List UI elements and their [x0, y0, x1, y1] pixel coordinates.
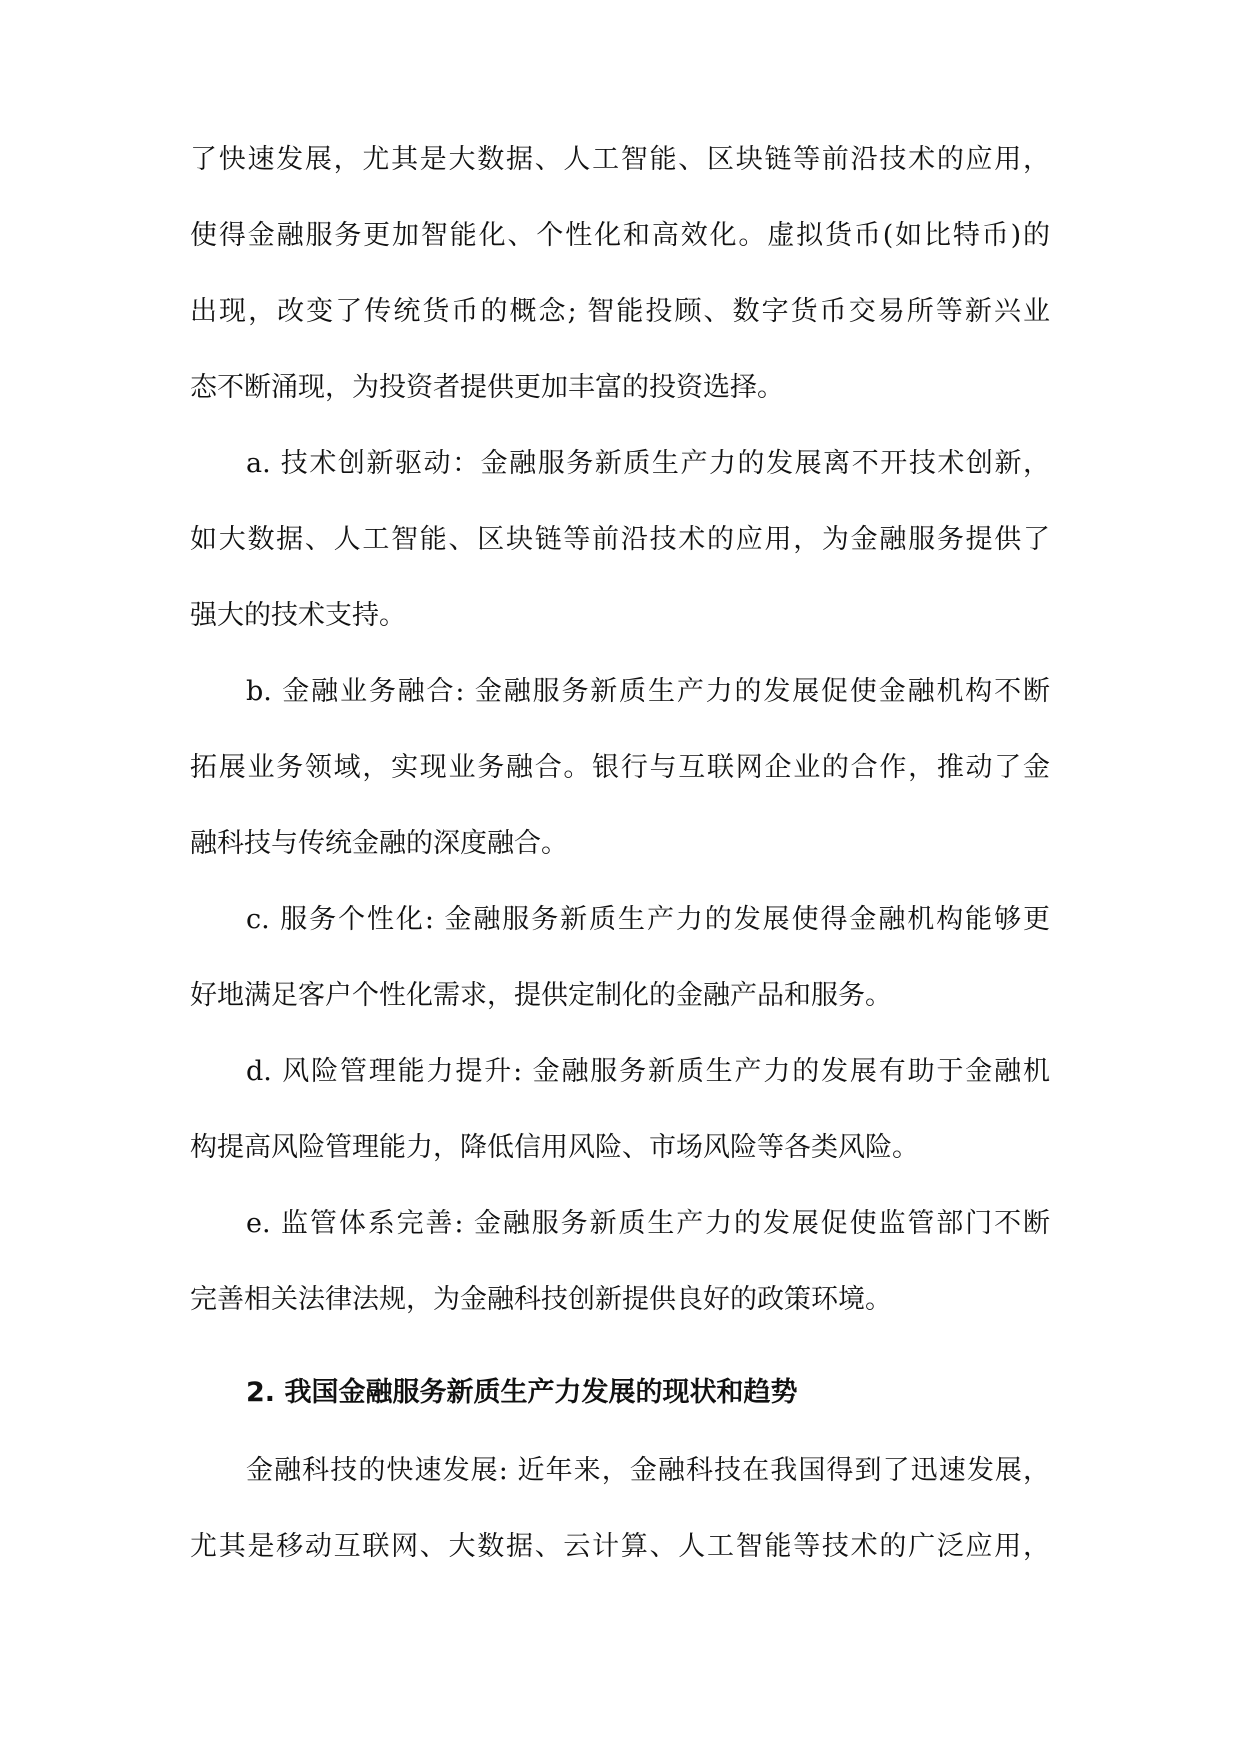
list-item-a-line: 强大的技术支持。 [190, 600, 406, 631]
paragraph-line: 了快速发展，尤其是大数据、人工智能、区块链等前沿技术的应用， [190, 144, 1050, 175]
paragraph-line: 出现，改变了传统货币的概念; 智能投顾、数字货币交易所等新兴业 [190, 296, 1050, 327]
list-item-d-line: 构提高风险管理能力，降低信用风险、市场风险等各类风险。 [190, 1132, 919, 1163]
paragraph-line: 使得金融服务更加智能化、个性化和高效化。虚拟货币(如比特币)的 [190, 220, 1050, 251]
paragraph-line: 尤其是移动互联网、大数据、云计算、人工智能等技术的广泛应用， [190, 1531, 1050, 1562]
list-item-c-line: 好地满足客户个性化需求，提供定制化的金融产品和服务。 [190, 980, 892, 1011]
list-item-b-line: 拓展业务领域，实现业务融合。银行与互联网企业的合作，推动了金 [190, 752, 1050, 783]
list-item-c-line: c. 服务个性化: 金融服务新质生产力的发展使得金融机构能够更 [246, 904, 1050, 935]
list-item-e-line: 完善相关法律法规，为金融科技创新提供良好的政策环境。 [190, 1284, 892, 1315]
paragraph-line: 金融科技的快速发展: 近年来，金融科技在我国得到了迅速发展， [246, 1455, 1050, 1486]
section-heading: 2. 我国金融服务新质生产力发展的现状和趋势 [246, 1377, 798, 1408]
list-item-d-line: d. 风险管理能力提升: 金融服务新质生产力的发展有助于金融机 [246, 1056, 1050, 1087]
list-item-e-line: e. 监管体系完善: 金融服务新质生产力的发展促使监管部门不断 [246, 1208, 1050, 1239]
list-item-b-line: b. 金融业务融合: 金融服务新质生产力的发展促使金融机构不断 [246, 676, 1050, 707]
list-item-a-line: 如大数据、人工智能、区块链等前沿技术的应用，为金融服务提供了 [190, 524, 1050, 555]
paragraph-line: 态不断涌现，为投资者提供更加丰富的投资选择。 [190, 372, 784, 403]
list-item-a-line: a. 技术创新驱动：金融服务新质生产力的发展离不开技术创新， [246, 448, 1050, 479]
list-item-b-line: 融科技与传统金融的深度融合。 [190, 828, 568, 859]
